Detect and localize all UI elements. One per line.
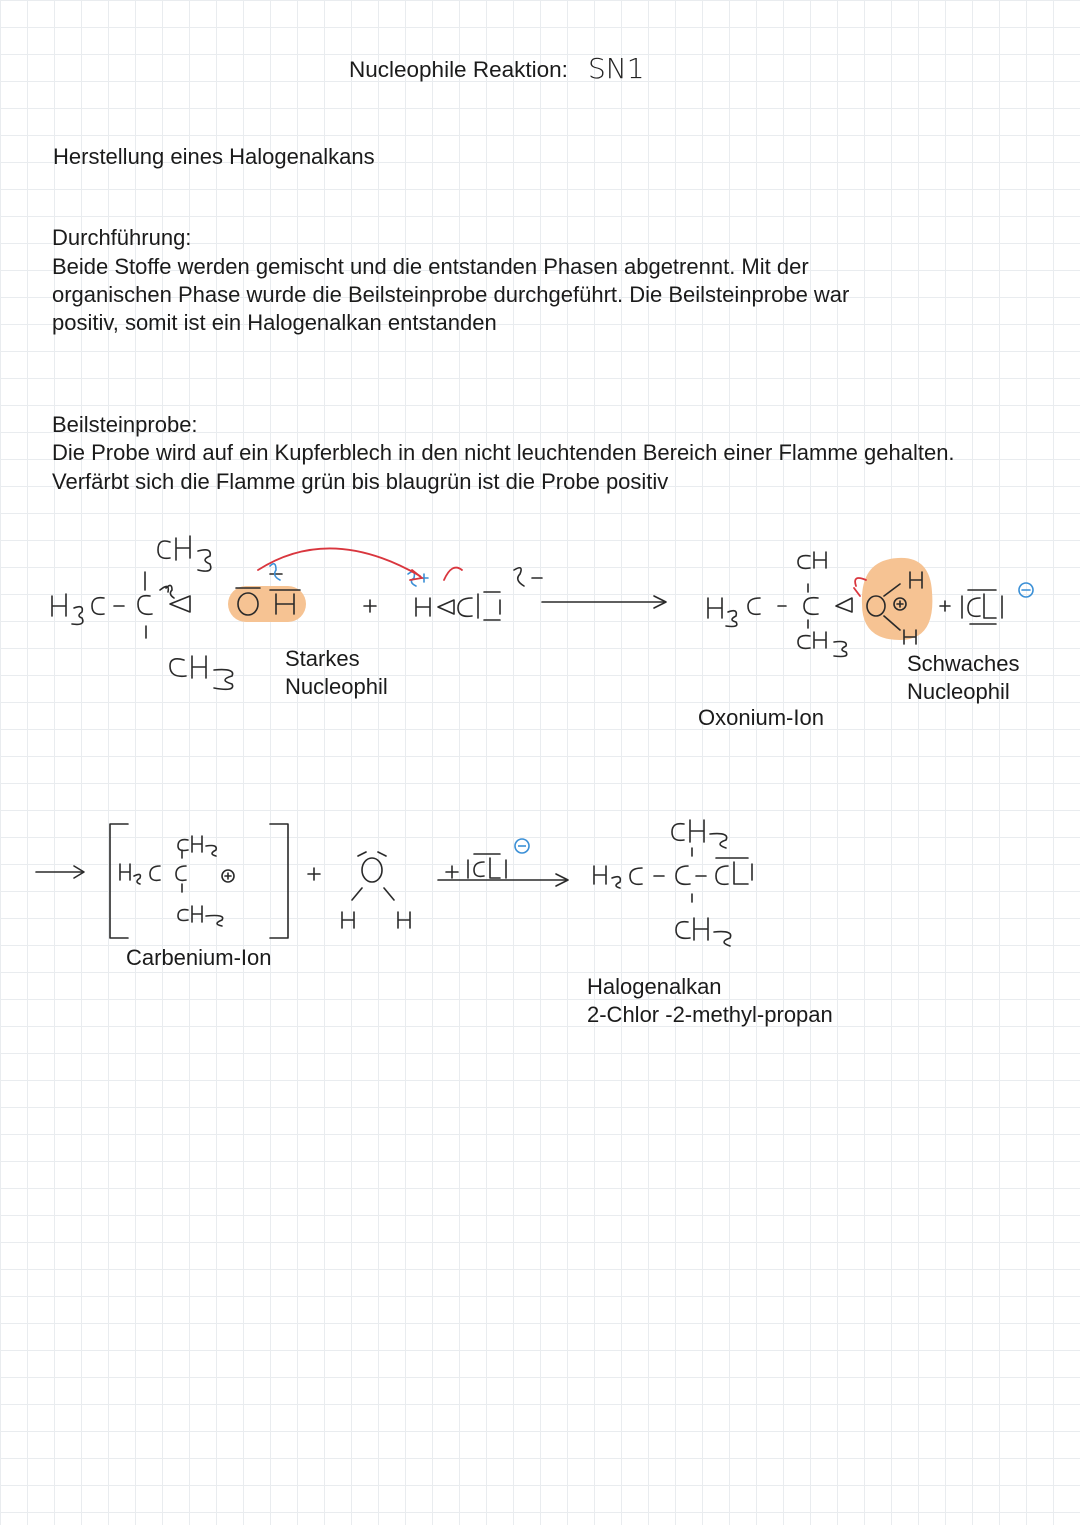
tert-butanol-structure: [52, 536, 300, 689]
product-structure: [594, 820, 752, 946]
page-title: [349, 56, 568, 85]
label-product-name: 2-Chlor -2-methyl-propan: [587, 1002, 833, 1027]
label-starkes: Starkes: [285, 646, 360, 671]
bracket-left: [110, 824, 128, 938]
durchfuehrung-line-2: organischen Phase wurde die Beilsteinprobe durchgeführt. Die Beilsteinprobe war: [52, 282, 850, 307]
beilstein-line-1: Die Probe wird auf ein Kupferblech in den nicht leuchtenden Bereich einer Flamme gehalten.: [52, 440, 955, 465]
label-nucleophil-weak: Nucleophil: [907, 679, 1010, 704]
red-attack-arrow: [258, 548, 420, 576]
bracket-right: [270, 824, 288, 938]
label-oxonium: Oxonium-Ion: [698, 705, 824, 730]
durchfuehrung-line-3: positiv, somit ist ein Halogenalkan entstanden: [52, 310, 497, 335]
highlight-oxonium: [862, 558, 933, 640]
title-handwritten: [588, 52, 645, 85]
hcl-structure: [416, 568, 542, 620]
label-schwaches: Schwaches: [907, 651, 1020, 676]
label-halogenalkan: Halogenalkan: [587, 974, 722, 999]
label-nucleophil-strong: Nucleophil: [285, 674, 388, 699]
title-handwritten-text: SN1: [588, 52, 645, 85]
beilstein-heading: Beilsteinprobe:: [52, 412, 198, 437]
water-structure: [342, 852, 410, 928]
oxonium-structure: [708, 552, 922, 657]
label-carbenium: Carbenium-Ion: [126, 945, 272, 970]
highlight-oh: [228, 586, 306, 622]
carbenium-structure: [120, 836, 234, 926]
durchfuehrung-line-1: Beide Stoffe werden gemischt und die entstanden Phasen abgetrennt. Mit der: [52, 254, 809, 279]
beilstein-line-2: Verfärbt sich die Flamme grün bis blaugrün ist die Probe positiv: [52, 469, 669, 494]
durchfuehrung-heading: Durchführung:: [52, 225, 192, 250]
subtitle: Herstellung eines Halogenalkans: [53, 144, 375, 169]
page-title-text: Nucleophile Reaktion:: [349, 57, 568, 82]
